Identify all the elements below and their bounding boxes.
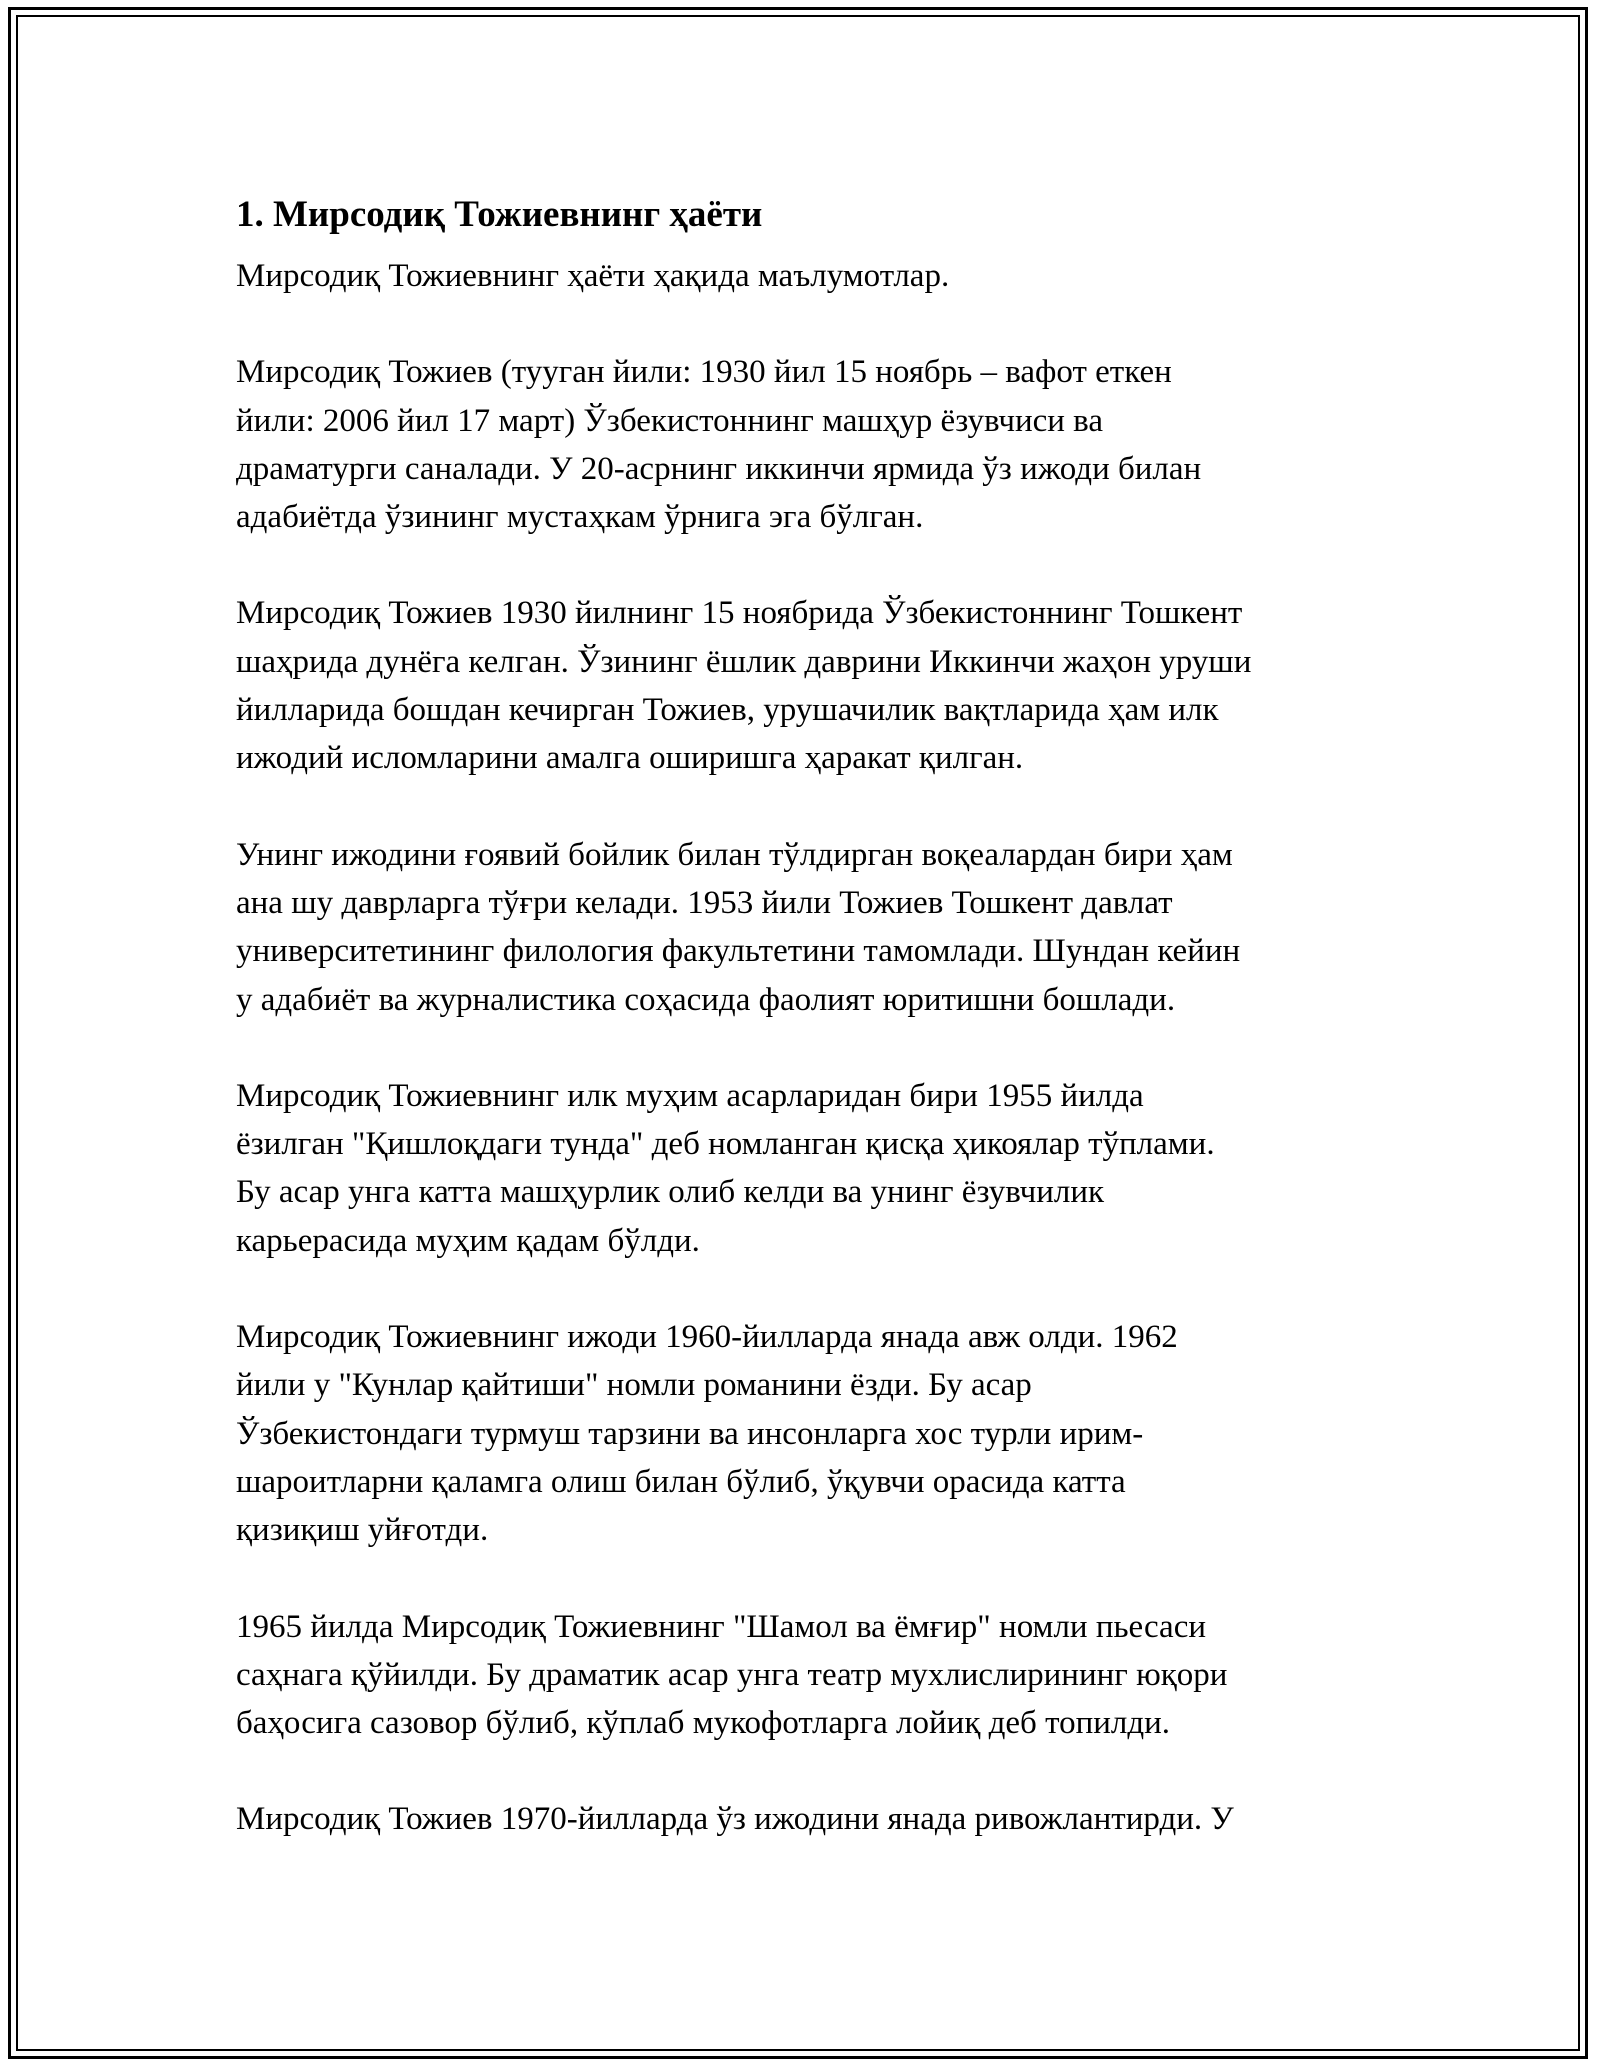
paragraph-line: қизиқиш уйғотди. (236, 1512, 489, 1549)
paragraph-line: Мирсодиқ Тожиевнинг ижоди 1960-йилларда янада авж олди. 1962 (236, 1319, 1178, 1356)
paragraph-line: 1965 йилда Мирсодиқ Тожиевнинг "Шамол ва ёмғир" номли пьесаси (236, 1608, 1207, 1645)
paragraph-line: шароитларни қаламга олиш билан бўлиб, ўқувчи орасида катта (236, 1463, 1126, 1500)
paragraph-line: адабиётда ўзининг мустаҳкам ўрнига эга бўлган. (236, 499, 924, 536)
paragraph-line: йилларида бошдан кечирган Тожиев, урушачилик вақтларида ҳам илк (236, 692, 1219, 729)
paragraph-line: университетининг филология факультетини тамомлади. Шундан кейин (236, 933, 1241, 970)
paragraph-line: ёзилган "Қишлоқдаги тунда" деб номланган қисқа ҳикоялар тўплами. (236, 1126, 1215, 1163)
paragraph-line: ижодий исломларини амалга оширишга ҳаракат қилган. (236, 740, 1024, 777)
paragraph-line: Мирсодиқ Тожиев 1970-йилларда ўз ижодини янада ривожлантирди. У (236, 1801, 1234, 1838)
paragraph-line: Мирсодиқ Тожиев 1930 йилнинг 15 ноябрида Ўзбекистоннинг Тошкент (236, 595, 1243, 632)
paragraph-line: йили: 2006 йил 17 март) Ўзбекистоннинг машҳур ёзувчиси ва (236, 402, 1103, 439)
body-paragraph (236, 1795, 1376, 1843)
paragraph-list (236, 348, 1376, 1843)
paragraph-line: йили у "Кунлар қайтиши" номли романини ёзди. Бу асар (236, 1367, 1032, 1404)
body-paragraph (236, 348, 1376, 541)
paragraph-line: саҳнага қўйилди. Бу драматик асар унга театр мухлислирининг юқори (236, 1656, 1228, 1693)
paragraph-line: ана шу даврларга тўғри келади. 1953 йили Тожиев Тошкент давлат (236, 884, 1173, 921)
body-paragraph (236, 831, 1376, 1024)
paragraph-line: Унинг ижодини ғоявий бойлик билан тўлдирган воқеалардан бири ҳам (236, 836, 1233, 873)
paragraph-line: Бу асар унга катта машҳурлик олиб келди ва унинг ёзувчилик (236, 1174, 1105, 1211)
paragraph-line: у адабиёт ва журналистика соҳасида фаолият юритишни бошлади. (236, 981, 1176, 1018)
paragraph-line: баҳосига сазовор бўлиб, кўплаб мукофотларга лойиқ деб топилди. (236, 1705, 1171, 1742)
document-body (236, 186, 1376, 1892)
body-paragraph (236, 1072, 1376, 1265)
paragraph-line: шаҳрида дунёга келган. Ўзининг ёшлик даврини Иккинчи жаҳон уруши (236, 643, 1252, 680)
intro-paragraph: Мирсодиқ Тожиевнинг ҳаёти ҳақида маълумотлар. (236, 258, 950, 294)
body-paragraph (236, 1603, 1376, 1748)
body-paragraph (236, 589, 1376, 782)
paragraph-line: Ўзбекистондаги турмуш тарзини ва инсонларга хос турли ирим- (236, 1415, 1144, 1452)
section-heading: 1. Мирсодиқ Тожиевнинг ҳаёти (236, 194, 763, 235)
body-paragraph (236, 1313, 1376, 1554)
paragraph-line: драматурги саналади. У 20-асрнинг иккинчи ярмида ўз ижоди билан (236, 450, 1202, 487)
paragraph-line: карьерасида муҳим қадам бўлди. (236, 1222, 700, 1259)
paragraph-line: Мирсодиқ Тожиев (тууган йили: 1930 йил 15 ноябрь – вафот еткен (236, 354, 1172, 391)
paragraph-line: Мирсодиқ Тожиевнинг илк муҳим асарларидан бири 1955 йилда (236, 1077, 1144, 1114)
